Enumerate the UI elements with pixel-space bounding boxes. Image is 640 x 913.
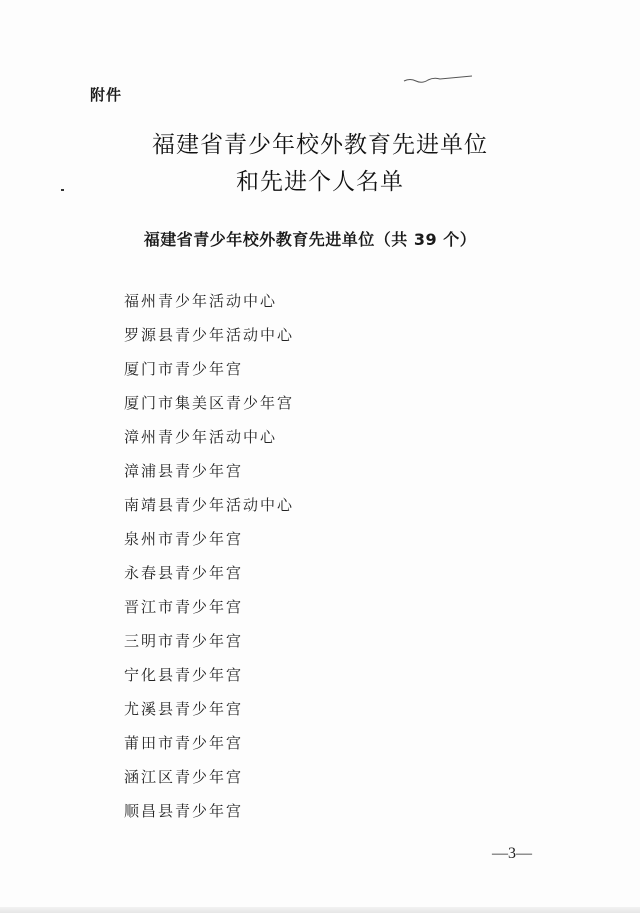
list-item: 涵江区青少年宫 (124, 768, 244, 786)
document-title-line-1: 福建省青少年校外教育先进单位 (152, 132, 488, 158)
list-item: 漳州青少年活动中心 (124, 428, 278, 446)
scan-artifact-mark (402, 74, 474, 84)
section-subtitle: 福建省青少年校外教育先进单位（共 39 个） (143, 230, 477, 249)
list-item: 福州青少年活动中心 (124, 292, 278, 310)
list-item: 厦门市青少年宫 (124, 360, 244, 378)
list-item: 厦门市集美区青少年宫 (124, 394, 295, 412)
list-item: 南靖县青少年活动中心 (124, 496, 295, 514)
list-item: 永春县青少年宫 (124, 564, 244, 582)
list-item: 漳浦县青少年宫 (124, 462, 244, 480)
attachment-label: 附件 (90, 86, 123, 104)
list-item: 三明市青少年宫 (124, 632, 244, 650)
list-item: 罗源县青少年活动中心 (124, 326, 295, 344)
list-item: 顺昌县青少年宫 (124, 802, 244, 820)
list-item: 宁化县青少年宫 (124, 666, 244, 684)
list-item: 泉州市青少年宫 (124, 530, 244, 548)
page-number: —3— (492, 845, 532, 862)
list-item: 莆田市青少年宫 (124, 734, 244, 752)
list-item: 晋江市青少年宫 (124, 598, 244, 616)
document-title-line-2: 和先进个人名单 (236, 169, 404, 195)
scan-bottom-edge (0, 907, 640, 913)
unit-list (124, 284, 294, 828)
list-item: 尤溪县青少年宫 (124, 700, 244, 718)
